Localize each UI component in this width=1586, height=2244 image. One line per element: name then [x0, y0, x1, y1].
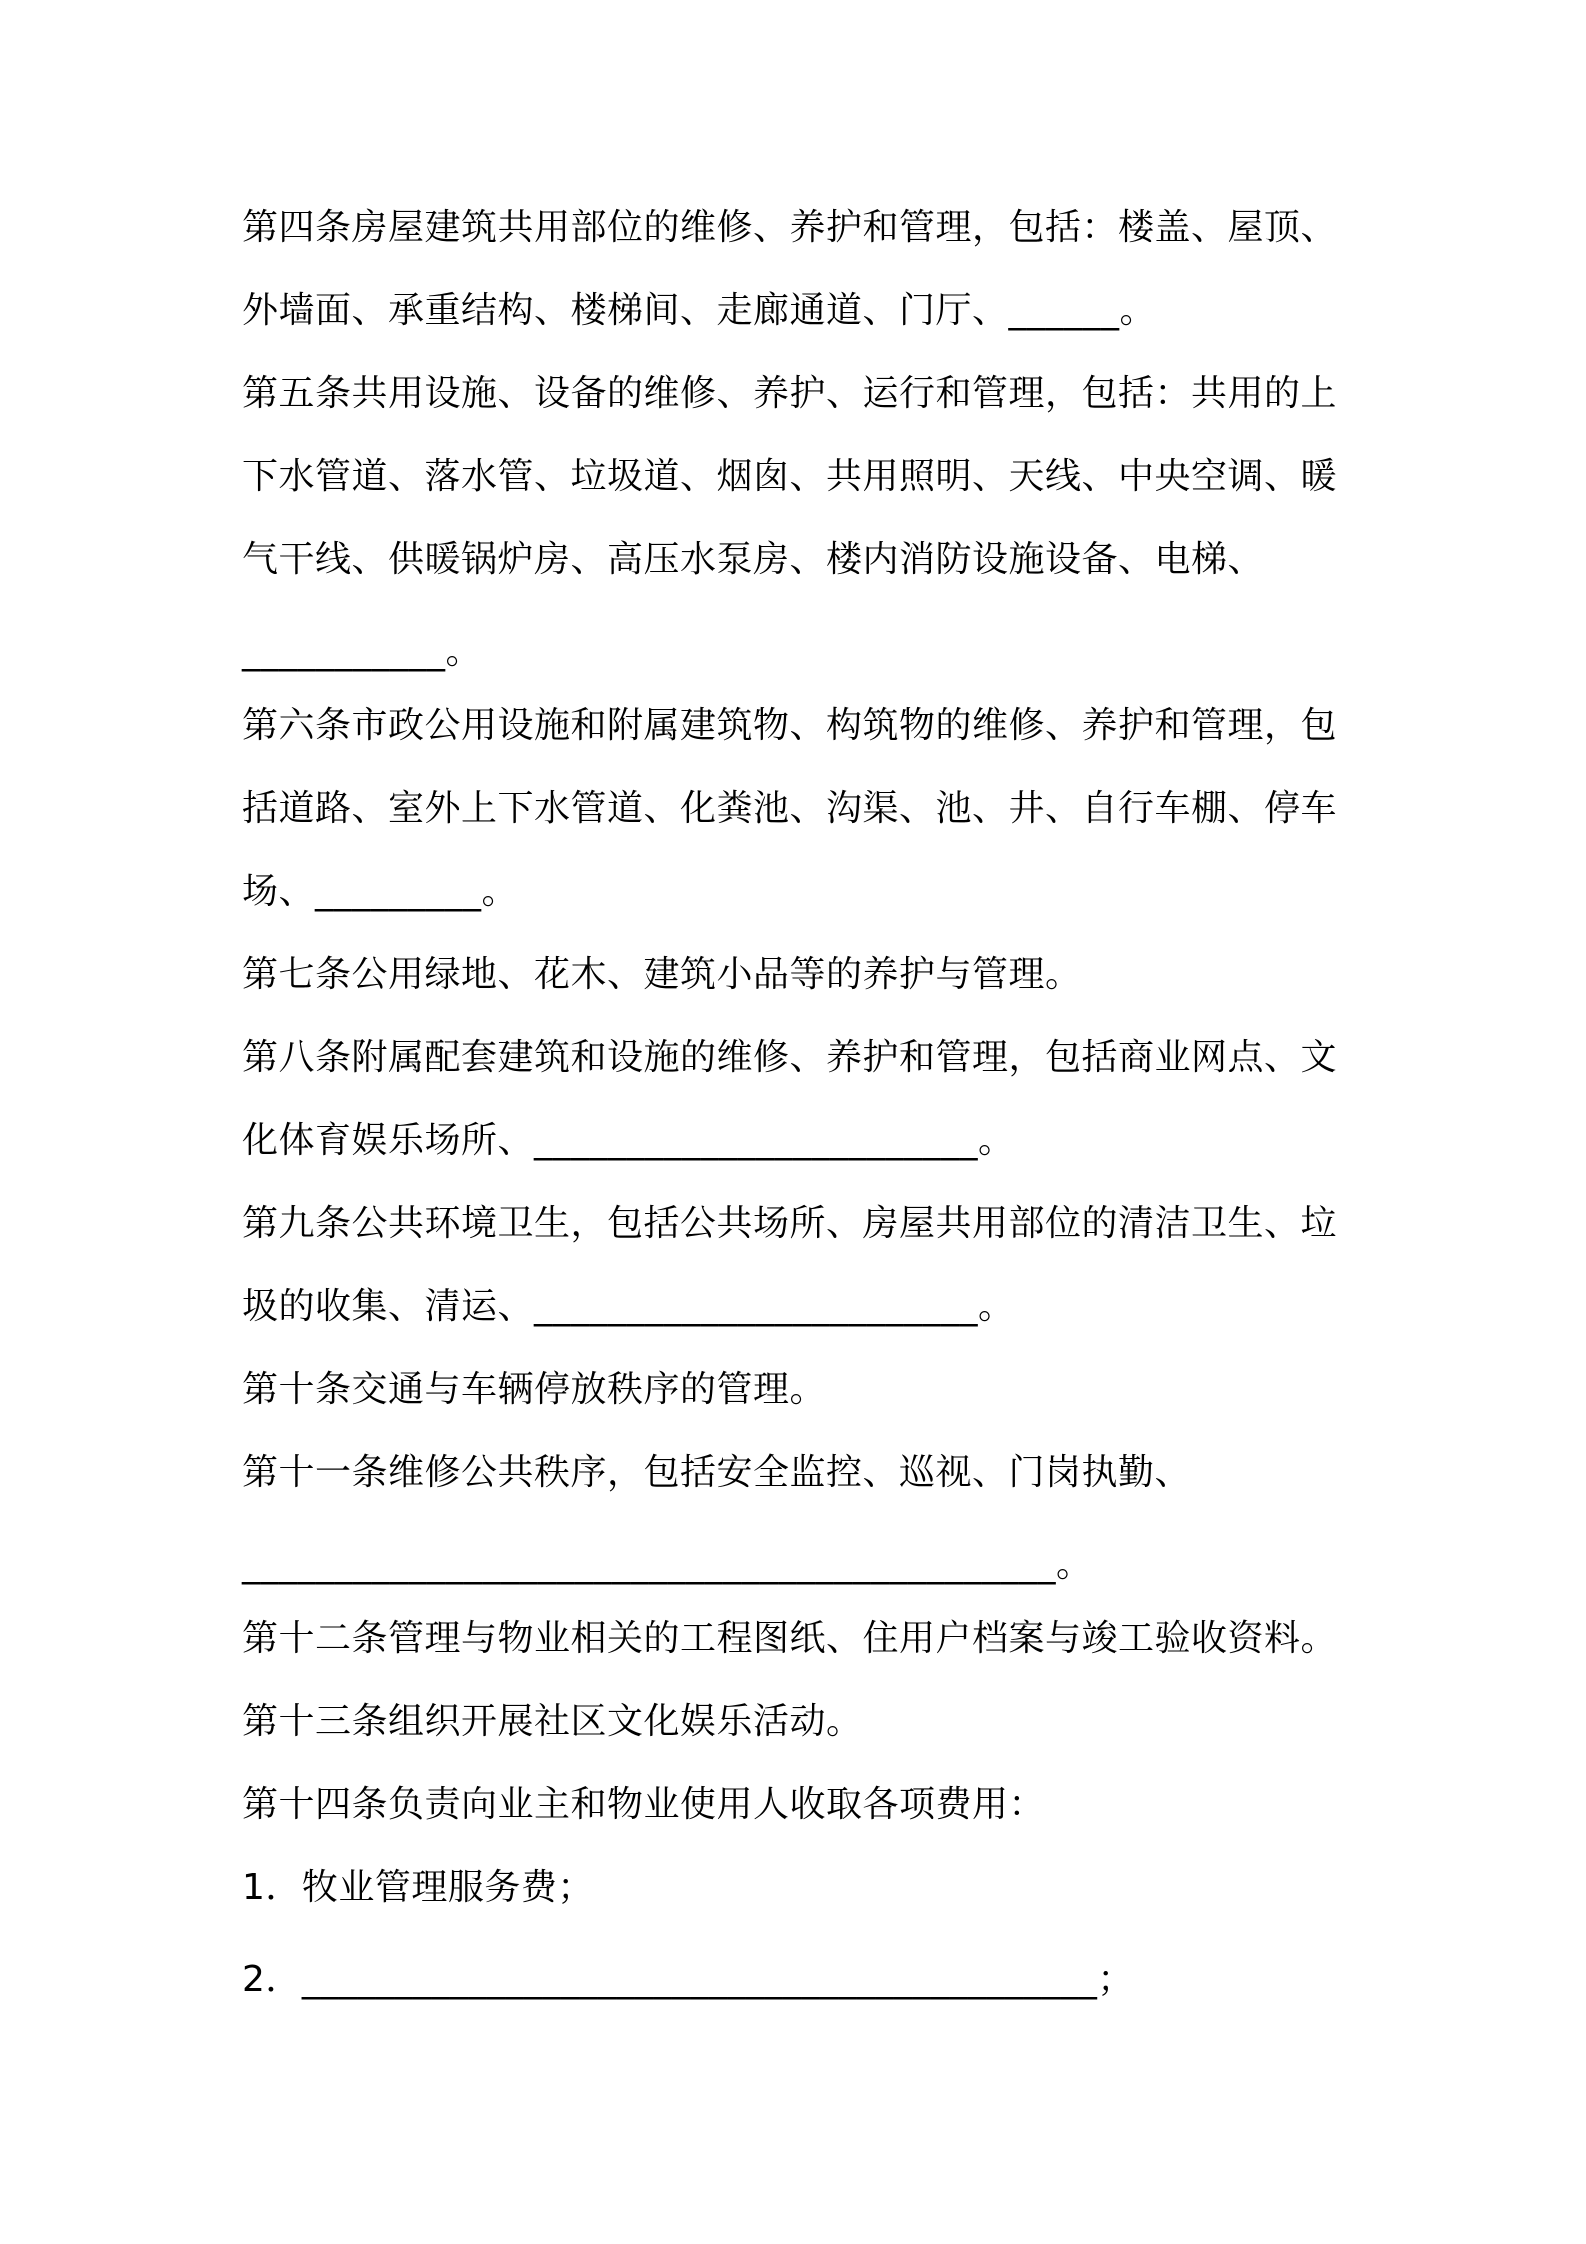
paragraph-line: 第六条市政公用设施和附属建筑物、构筑物的维修、养护和管理，包: [242, 705, 1338, 746]
paragraph-line: 第十条交通与车辆停放秩序的管理。: [242, 1369, 827, 1410]
paragraph-line: 下水管道、落水管、垃圾道、烟囱、共用照明、天线、中央空调、暖: [242, 456, 1338, 497]
paragraph-line: 第九条公共环境卫生，包括公共场所、房屋共用部位的清洁卫生、垃: [242, 1203, 1338, 1244]
paragraph-line: 第七条公用绿地、花木、建筑小品等的养护与管理。: [242, 954, 1082, 995]
paragraph-line: 气干线、供暖锅炉房、高压水泵房、楼内消防设施设备、电梯、: [242, 539, 1265, 580]
list-item: 1．牧业管理服务费；: [242, 1867, 594, 1908]
paragraph-line: 第十四条负责向业主和物业使用人收取各项费用：: [242, 1784, 1046, 1825]
paragraph-line: 第十二条管理与物业相关的工程图纸、住用户档案与竣工验收资料。: [242, 1618, 1338, 1659]
paragraph-line: 圾的收集、清运、________________________。: [242, 1286, 1015, 1327]
list-item: 2．___________________________________________；: [242, 1959, 1134, 2000]
paragraph-line: 第五条共用设施、设备的维修、养护、运行和管理，包括：共用的上: [242, 373, 1338, 414]
paragraph-line: 第四条房屋建筑共用部位的维修、养护和管理，包括：楼盖、屋顶、: [242, 207, 1338, 248]
paragraph-line: 括道路、室外上下水管道、化粪池、沟渠、池、井、自行车棚、停车: [242, 788, 1338, 829]
paragraph-line: 外墙面、承重结构、楼梯间、走廊通道、门厅、______。: [242, 290, 1157, 331]
paragraph-line: ____________________________________________。: [242, 1544, 1093, 1585]
paragraph-line: 第十三条组织开展社区文化娱乐活动。: [242, 1701, 863, 1742]
paragraph-line: ___________。: [242, 631, 483, 672]
paragraph-line: 第八条附属配套建筑和设施的维修、养护和管理，包括商业网点、文: [242, 1037, 1338, 1078]
paragraph-line: 场、_________。: [242, 871, 519, 912]
paragraph-line: 化体育娱乐场所、________________________。: [242, 1120, 1015, 1161]
paragraph-line: 第十一条维修公共秩序，包括安全监控、巡视、门岗执勤、: [242, 1452, 1192, 1493]
